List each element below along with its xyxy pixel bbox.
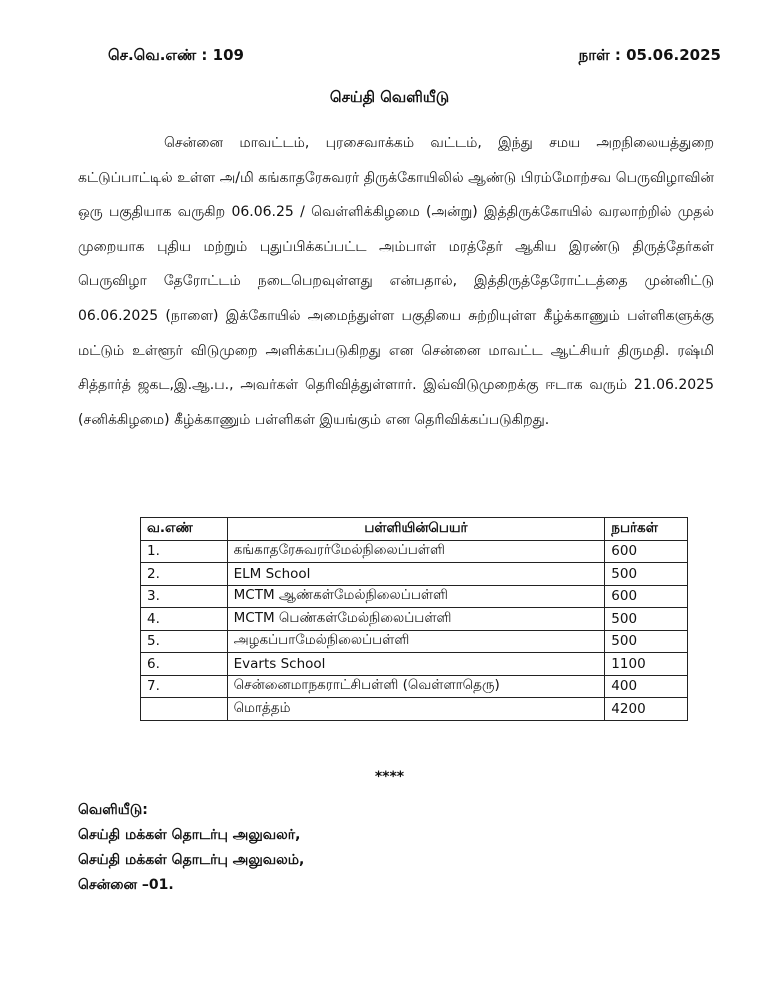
header-row xyxy=(108,46,721,68)
row-school-name: Evarts School xyxy=(227,653,605,676)
row-count: 400 xyxy=(605,675,688,698)
row-count: 600 xyxy=(605,540,688,563)
row-serial-number: 3. xyxy=(141,585,228,608)
row-count: 500 xyxy=(605,608,688,631)
row-serial-number: 5. xyxy=(141,630,228,653)
row-count: 500 xyxy=(605,630,688,653)
row-school-name: அழகப்பாமேல்நிலைப்பள்ளி xyxy=(227,630,605,653)
issuer-block xyxy=(78,798,304,898)
table-total-row xyxy=(141,698,688,721)
release-date: நாள் : 05.06.2025 xyxy=(578,46,721,64)
row-serial-number: 4. xyxy=(141,608,228,631)
row-school-name: MCTM ஆண்கள்மேல்நிலைப்பள்ளி xyxy=(227,585,605,608)
row-school-name: கங்காதரேசுவரர்மேல்நிலைப்பள்ளி xyxy=(227,540,605,563)
issuer-city: சென்னை –01. xyxy=(78,877,174,893)
row-school-name: ELM School xyxy=(227,563,605,586)
issuer-label: வெளியீடு: xyxy=(78,802,148,818)
table-row xyxy=(141,675,688,698)
table-row xyxy=(141,540,688,563)
total-label: மொத்தம் xyxy=(227,698,605,721)
header-count: நபர்கள் xyxy=(605,518,688,541)
table-row xyxy=(141,653,688,676)
row-count: 600 xyxy=(605,585,688,608)
section-separator: **** xyxy=(374,769,405,785)
header-serial-number: வ.எண் xyxy=(141,518,228,541)
row-serial-number: 7. xyxy=(141,675,228,698)
reference-number: செ.வெ.எண் : 109 xyxy=(108,46,244,64)
schools-table xyxy=(140,517,688,721)
table-row xyxy=(141,585,688,608)
total-count: 4200 xyxy=(605,698,688,721)
row-count: 500 xyxy=(605,563,688,586)
table-header-row xyxy=(141,518,688,541)
table-row xyxy=(141,630,688,653)
body-paragraph: சென்னை மாவட்டம், புரசைவாக்கம் வட்டம், இந்து சமய அறநிலையத்துறை கட்டுப்பாட்டில் உள்ள அ/மி கங்காதரேசுவரர் திருக்கோயிலில் ஆண்டு பிரம்மோற்சவ பெருவிழாவின் ஒரு பகுதியாக வருகிற 06.06.25 / வெள்ளிக்கிழமை (அன்று) இத்திருக்கோயில் வரலாற்றில் முதல் முறையாக புதிய மற்றும் புதுப்பிக்கப்பட்ட அம்பாள் மரத்தேர் ஆகிய இரண்டு திருத்தேர்கள் பெருவிழா தேரோட்டம் நடைபெறவுள்ளது என்பதால், இத்திருத்தேரோட்டத்தை முன்னிட்டு 06.06.2025 (நாளை) இக்கோயில் அமைந்துள்ள பகுதியை சுற்றியுள்ள கீழ்க்காணும் பள்ளிகளுக்கு மட்டும் உள்ளூர் விடுமுறை அளிக்கப்படுகிறது என சென்னை மாவட்ட ஆட்சியர் திருமதி. ரஷ்மி சித்தார்த் ஜகட,இ.ஆ.ப., அவர்கள் தெரிவித்துள்ளார். இவ்விடுமுறைக்கு ஈடாக வரும் 21.06.2025 (சனிக்கிழமை) கீழ்க்காணும் பள்ளிகள் இயங்கும் என தெரிவிக்கப்படுகிறது. xyxy=(78,135,715,428)
issuer-officer: செய்தி மக்கள் தொடர்பு அலுவலர், xyxy=(78,827,301,843)
row-serial-number: 2. xyxy=(141,563,228,586)
row-school-name: சென்னைமாநகராட்சிபள்ளி (வெள்ளாதெரு) xyxy=(227,675,605,698)
row-school-name: MCTM பெண்கள்மேல்நிலைப்பள்ளி xyxy=(227,608,605,631)
issuer-office: செய்தி மக்கள் தொடர்பு அலுவலம், xyxy=(78,852,305,868)
table-row xyxy=(141,608,688,631)
document-title: செய்தி வெளியீடு xyxy=(329,88,450,106)
total-serial-number xyxy=(141,698,228,721)
row-count: 1100 xyxy=(605,653,688,676)
row-serial-number: 1. xyxy=(141,540,228,563)
row-serial-number: 6. xyxy=(141,653,228,676)
header-school-name: பள்ளியின்பெயர் xyxy=(227,518,605,541)
table-row xyxy=(141,563,688,586)
